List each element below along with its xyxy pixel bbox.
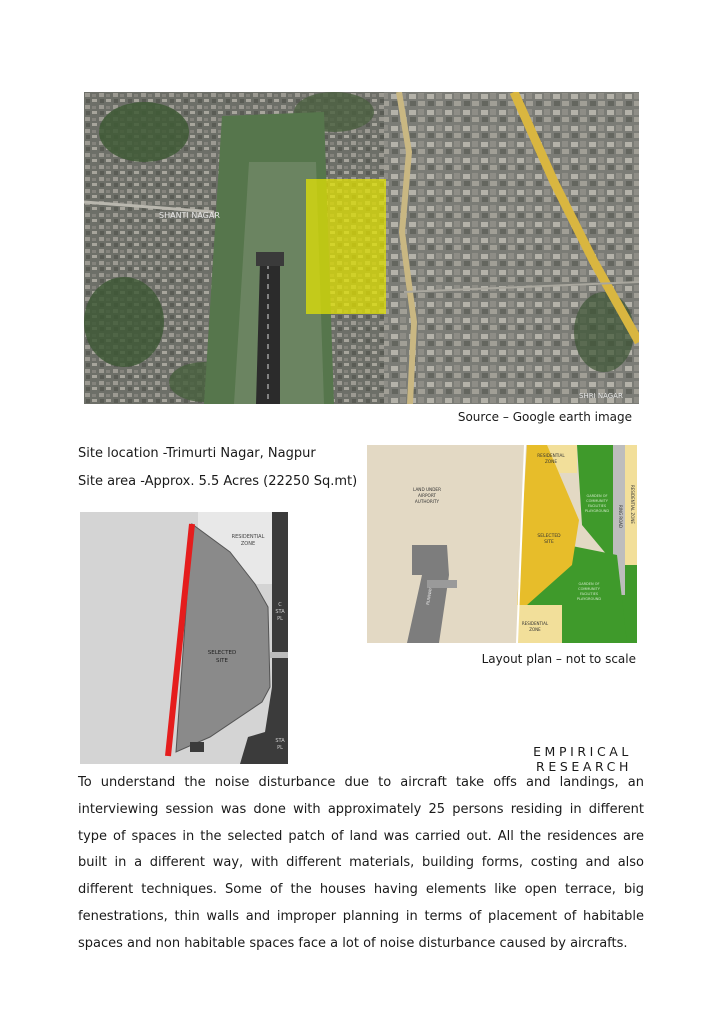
detail-label-selected-site-2: SITE: [216, 658, 228, 664]
satellite-caption: Source – Google earth image: [457, 410, 632, 424]
satellite-image: [84, 92, 639, 404]
site-detail-plan: [80, 512, 288, 764]
map-label-shri-nagar: SHRI NAGAR: [579, 392, 623, 400]
label-green-bottom-2: COMMUNITY: [578, 587, 600, 591]
label-residential-top: RESIDENTIAL: [537, 453, 565, 458]
label-land-under: LAND UNDER: [413, 487, 441, 492]
label-land-under-2: AIRPORT: [418, 493, 436, 498]
label-green-bottom: GARDEN OF: [578, 582, 600, 586]
detail-label-residential-2: ZONE: [240, 541, 256, 547]
detail-label-edge-bottom: STA: [275, 738, 285, 744]
detail-label-selected-site: SELECTED: [207, 650, 237, 656]
detail-label-edge-top-2: STA: [275, 609, 285, 615]
label-green-top-4: PLAYGROUND: [584, 509, 610, 513]
label-green-bottom-3: FACILITIES: [579, 592, 599, 596]
label-selected-site: SELECTED: [537, 534, 561, 539]
label-green-top: GARDEN OF: [586, 494, 608, 498]
detail-label-edge-top-3: PL: [277, 616, 283, 622]
label-residential-bottom-2: ZONE: [529, 627, 541, 632]
label-residential-top-2: ZONE: [545, 459, 557, 464]
label-residential-bottom: RESIDENTIAL: [521, 621, 549, 626]
body-paragraph: To understand the noise disturbance due to aircraft take offs and landings, an interviewing session was done with approximately 25 persons residing in different type of spaces in the selected patch of land was carried out. All the residences are built in a different way, with different materials, building forms, costing and also different techniques. Some of the houses having elements like open terrace, big fenestrations, thin walls and improper planning in terms of placement of habitable spaces and non habitable spaces face a lot of noise disturbance caused by aircrafts.: [78, 775, 644, 951]
label-land-under-3: AUTHORITY: [414, 499, 440, 504]
map-label-shanti-nagar: SHANTI NAGAR: [159, 211, 220, 220]
site-location: Site location -Trimurti Nagar, Nagpur: [78, 446, 316, 461]
detail-label-edge-bottom-2: PL: [277, 745, 283, 751]
detail-label-edge-top: C: [278, 602, 282, 608]
layout-plan: [367, 445, 637, 643]
label-residential-right: RESIDENTIAL ZONE: [630, 485, 635, 524]
label-green-top-3: FACILITIES: [587, 504, 607, 508]
site-area: Site area -Approx. 5.5 Acres (22250 Sq.mt): [78, 474, 358, 489]
layout-plan-caption: Layout plan – not to scale: [481, 652, 636, 666]
section-heading: EMPIRICAL RESEARCH: [533, 744, 632, 774]
label-runway: RUNWAY: [425, 587, 433, 606]
label-selected-site-2: SITE: [544, 540, 554, 545]
label-road: RING ROAD: [618, 505, 623, 528]
label-green-top-2: COMMUNITY: [586, 499, 608, 503]
detail-label-residential: RESIDENTIAL: [231, 534, 265, 540]
label-green-bottom-4: PLAYGROUND: [576, 597, 602, 601]
